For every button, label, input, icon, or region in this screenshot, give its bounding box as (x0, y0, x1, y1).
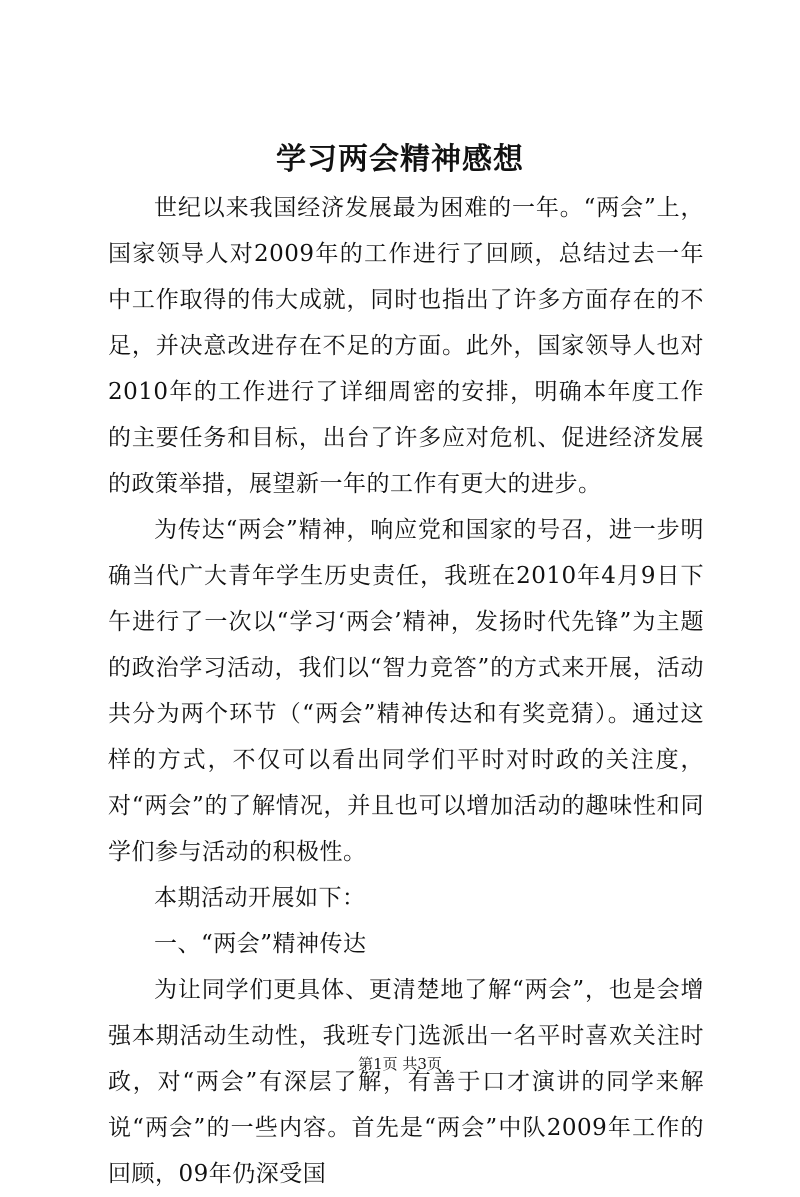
section-heading: 一、“两会”精神传达 (154, 931, 367, 957)
document-body (108, 185, 704, 1197)
document-title: 学习两会精神感想 (276, 142, 524, 177)
paragraph-3: 本期活动开展如下： (154, 885, 366, 911)
page-footer: 第1页 共3页 (358, 1055, 442, 1073)
paragraph-2: 为传达“两会”精神，响应党和国家的号召，进一步明确当代广大青年学生历史责任，我班在2010年4月9日下午进行了一次以“学习‘两会’精神，发扬时代先锋”为主题的政治学习活动，我们以“智力竞答”的方式来开展，活动共分为两个环节（“两会”精神传达和有奖竞猜）。通过这样的方式，不仅可以看出同学们平时对时政的关注度，对“两会”的了解情况，并且也可以增加活动的趣味性和同学们参与活动的积极性。 (108, 517, 704, 865)
paragraph-4: 为让同学们更具体、更清楚地了解“两会”，也是会增强本期活动生动性，我班专门选派出一名平时喜欢关注时政，对“两会”有深层了解，有善于口才演讲的同学来解说“两会”的一些内容。首先是“两会”中队2009年工作的回顾，09年仍深受国 (108, 977, 704, 1187)
paragraph-1: 世纪以来我国经济发展最为困难的一年。“两会”上，国家领导人对2009年的工作进行了回顾，总结过去一年中工作取得的伟大成就，同时也指出了许多方面存在的不足，并决意改进存在不足的方面。此外，国家领导人也对2010年的工作进行了详细周密的安排，明确本年度工作的主要任务和目标，出台了许多应对危机、促进经济发展的政策举措，展望新一年的工作有更大的进步。 (108, 195, 704, 497)
